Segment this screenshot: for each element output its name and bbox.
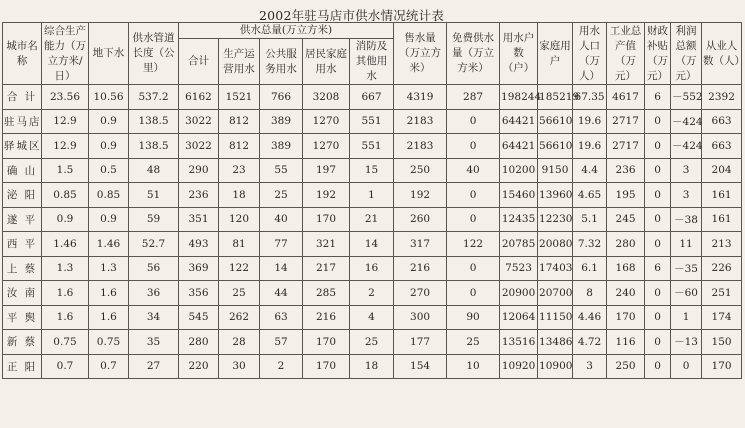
cell-users: 15460 [500,183,538,208]
table-row [3,134,742,159]
cell-production: 23 [219,158,260,183]
table-row [3,183,742,208]
header-profit: 利润总额（万元） [671,23,702,85]
cell-fire: 2 [350,281,394,306]
cell-population: 67.35 [573,85,607,110]
cell-subsidy: 0 [645,305,671,330]
cell-capacity: 23.56 [42,85,89,110]
cell-profit: 3 [671,183,702,208]
cell-household: 170 [303,354,350,379]
cell-city: 新 蔡 [3,330,42,355]
cell-subsidy: 0 [645,232,671,257]
header-subsidy: 财政补贴（万元） [645,23,671,85]
cell-employees: 150 [702,330,742,355]
cell-household-users: 9150 [538,158,573,183]
cell-production: 812 [219,109,260,134]
cell-users: 12064 [500,305,538,330]
cell-sales: 216 [394,256,447,281]
cell-production: 1521 [219,85,260,110]
cell-profit: 3 [671,158,702,183]
cell-capacity: 0.7 [42,354,89,379]
cell-users: 12435 [500,207,538,232]
cell-profit: －38 [671,207,702,232]
cell-capacity: 1.6 [42,281,89,306]
cell-free: 0 [447,109,500,134]
cell-employees: 251 [702,281,742,306]
cell-profit: －60 [671,281,702,306]
cell-free: 25 [447,330,500,355]
table-row [3,305,742,330]
cell-household-users: 12230 [538,207,573,232]
cell-total: 369 [179,256,219,281]
cell-free: 0 [447,134,500,159]
cell-total: 356 [179,281,219,306]
cell-city: 遂 平 [3,207,42,232]
cell-groundwater: 1.6 [89,305,129,330]
cell-profit: －13 [671,330,702,355]
cell-household-users: 13486 [538,330,573,355]
cell-fire: 1 [350,183,394,208]
cell-employees: 161 [702,207,742,232]
cell-production: 18 [219,183,260,208]
cell-output: 170 [607,305,645,330]
table-row [3,256,742,281]
cell-sales: 2183 [394,134,447,159]
cell-subsidy: 0 [645,158,671,183]
cell-total: 3022 [179,134,219,159]
cell-output: 240 [607,281,645,306]
cell-output: 4617 [607,85,645,110]
table-body [3,85,742,379]
cell-subsidy: 0 [645,183,671,208]
cell-total: 545 [179,305,219,330]
cell-pipe: 34 [129,305,179,330]
cell-free: 40 [447,158,500,183]
cell-users: 64421 [500,134,538,159]
cell-city: 确 山 [3,158,42,183]
cell-total: 6162 [179,85,219,110]
table-row [3,207,742,232]
cell-capacity: 12.9 [42,109,89,134]
cell-free: 10 [447,354,500,379]
cell-pipe: 138.5 [129,109,179,134]
cell-city: 正 阳 [3,354,42,379]
cell-capacity: 1.46 [42,232,89,257]
cell-household: 170 [303,330,350,355]
cell-groundwater: 0.85 [89,183,129,208]
cell-public: 25 [260,183,303,208]
cell-capacity: 12.9 [42,134,89,159]
cell-pipe: 35 [129,330,179,355]
header-household-users: 家庭用户 [538,23,573,85]
cell-fire: 4 [350,305,394,330]
cell-output: 236 [607,158,645,183]
cell-sales: 2183 [394,109,447,134]
cell-employees: 170 [702,354,742,379]
cell-public: 389 [260,109,303,134]
cell-pipe: 36 [129,281,179,306]
cell-total: 351 [179,207,219,232]
cell-users: 10200 [500,158,538,183]
cell-household-users: 11150 [538,305,573,330]
cell-profit: 1 [671,305,702,330]
cell-population: 4.72 [573,330,607,355]
cell-subsidy: 6 [645,256,671,281]
cell-public: 14 [260,256,303,281]
cell-users: 198244 [500,85,538,110]
cell-subsidy: 0 [645,109,671,134]
cell-total: 236 [179,183,219,208]
cell-output: 280 [607,232,645,257]
cell-groundwater: 0.9 [89,109,129,134]
cell-users: 20900 [500,281,538,306]
cell-groundwater: 0.9 [89,207,129,232]
cell-public: 766 [260,85,303,110]
cell-free: 0 [447,207,500,232]
cell-groundwater: 10.56 [89,85,129,110]
cell-subsidy: 6 [645,85,671,110]
cell-population: 19.6 [573,134,607,159]
cell-total: 280 [179,330,219,355]
cell-capacity: 0.75 [42,330,89,355]
cell-capacity: 0.9 [42,207,89,232]
cell-household: 1270 [303,109,350,134]
cell-production: 30 [219,354,260,379]
cell-output: 2717 [607,134,645,159]
cell-public: 2 [260,354,303,379]
cell-groundwater: 0.7 [89,354,129,379]
cell-city: 汝 南 [3,281,42,306]
cell-pipe: 59 [129,207,179,232]
cell-free: 122 [447,232,500,257]
cell-population: 7.32 [573,232,607,257]
cell-sales: 4319 [394,85,447,110]
cell-household: 216 [303,305,350,330]
cell-city: 泌 阳 [3,183,42,208]
table-row [3,109,742,134]
cell-population: 4.4 [573,158,607,183]
cell-public: 44 [260,281,303,306]
cell-sales: 177 [394,330,447,355]
header-water-population: 用水人口（万人） [573,23,607,85]
cell-output: 2717 [607,109,645,134]
cell-pipe: 52.7 [129,232,179,257]
cell-sales: 317 [394,232,447,257]
cell-public: 389 [260,134,303,159]
cell-household: 217 [303,256,350,281]
cell-users: 13516 [500,330,538,355]
cell-sales: 192 [394,183,447,208]
cell-subsidy: 0 [645,354,671,379]
cell-fire: 14 [350,232,394,257]
cell-profit: 11 [671,232,702,257]
cell-population: 4.65 [573,183,607,208]
cell-household-users: 10900 [538,354,573,379]
cell-capacity: 0.85 [42,183,89,208]
cell-city: 驻马店 [3,109,42,134]
cell-users: 7523 [500,256,538,281]
cell-employees: 663 [702,109,742,134]
cell-production: 812 [219,134,260,159]
cell-free: 0 [447,256,500,281]
cell-production: 28 [219,330,260,355]
cell-groundwater: 0.9 [89,134,129,159]
cell-population: 19.6 [573,109,607,134]
cell-household: 321 [303,232,350,257]
header-sub-firefighting: 消防及其他用水 [350,39,394,85]
cell-total: 290 [179,158,219,183]
cell-users: 64421 [500,109,538,134]
cell-subsidy: 0 [645,281,671,306]
cell-output: 245 [607,207,645,232]
cell-household-users: 20080 [538,232,573,257]
header-groundwater: 地下水 [89,23,129,85]
header-sub-public: 公共服务用水 [260,39,303,85]
cell-total: 3022 [179,109,219,134]
cell-public: 63 [260,305,303,330]
cell-total: 493 [179,232,219,257]
cell-city: 驿城区 [3,134,42,159]
cell-profit: 0 [671,354,702,379]
cell-fire: 18 [350,354,394,379]
table-row [3,281,742,306]
cell-household: 197 [303,158,350,183]
cell-subsidy: 0 [645,330,671,355]
cell-production: 81 [219,232,260,257]
header-sub-total: 合计 [179,39,219,85]
cell-profit: －552 [671,85,702,110]
cell-city: 上 蔡 [3,256,42,281]
header-pipe-length: 供水管道长度（公里） [129,23,179,85]
cell-subsidy: 0 [645,134,671,159]
cell-public: 77 [260,232,303,257]
cell-population: 6.1 [573,256,607,281]
cell-free: 0 [447,281,500,306]
cell-fire: 551 [350,109,394,134]
cell-production: 262 [219,305,260,330]
header-industrial-output: 工业总产值（万元） [607,23,645,85]
cell-fire: 25 [350,330,394,355]
cell-groundwater: 1.46 [89,232,129,257]
cell-household: 192 [303,183,350,208]
cell-output: 250 [607,354,645,379]
cell-sales: 300 [394,305,447,330]
cell-pipe: 27 [129,354,179,379]
cell-fire: 21 [350,207,394,232]
cell-employees: 161 [702,183,742,208]
cell-output: 116 [607,330,645,355]
cell-city: 西 平 [3,232,42,257]
cell-fire: 667 [350,85,394,110]
header-capacity: 综合生产能力（万立方米/日） [42,23,89,85]
cell-pipe: 48 [129,158,179,183]
cell-production: 25 [219,281,260,306]
cell-capacity: 1.6 [42,305,89,330]
cell-output: 168 [607,256,645,281]
cell-household-users: 17403 [538,256,573,281]
cell-sales: 154 [394,354,447,379]
cell-household-users: 185219 [538,85,573,110]
cell-public: 55 [260,158,303,183]
cell-fire: 16 [350,256,394,281]
cell-capacity: 1.5 [42,158,89,183]
cell-employees: 204 [702,158,742,183]
cell-household: 170 [303,207,350,232]
cell-output: 195 [607,183,645,208]
cell-household-users: 13960 [538,183,573,208]
cell-employees: 213 [702,232,742,257]
table-row [3,330,742,355]
cell-population: 3 [573,354,607,379]
cell-total: 220 [179,354,219,379]
cell-household-users: 56610 [538,109,573,134]
cell-employees: 663 [702,134,742,159]
cell-free: 0 [447,183,500,208]
header-sub-production: 生产运营用水 [219,39,260,85]
cell-city: 平 舆 [3,305,42,330]
cell-users: 20785 [500,232,538,257]
cell-free: 90 [447,305,500,330]
cell-employees: 226 [702,256,742,281]
cell-fire: 551 [350,134,394,159]
cell-groundwater: 0.75 [89,330,129,355]
cell-groundwater: 1.6 [89,281,129,306]
cell-household: 1270 [303,134,350,159]
cell-household-users: 56610 [538,134,573,159]
header-employees: 从业人数（人） [702,23,742,85]
table-row [3,354,742,379]
cell-population: 4.46 [573,305,607,330]
table-title: 2002年驻马店市供水情况统计表 [258,8,444,23]
cell-sales: 250 [394,158,447,183]
cell-groundwater: 1.3 [89,256,129,281]
cell-users: 10920 [500,354,538,379]
cell-pipe: 56 [129,256,179,281]
water-supply-table [2,22,745,379]
cell-free: 287 [447,85,500,110]
cell-household-users: 20700 [538,281,573,306]
cell-sales: 260 [394,207,447,232]
table-row [3,158,742,183]
cell-public: 57 [260,330,303,355]
cell-profit: －35 [671,256,702,281]
cell-employees: 174 [702,305,742,330]
header-water-users: 用水户数（户） [500,23,538,85]
header-free-supply: 免费供水量（万立方米） [447,23,500,85]
header-total-supply: 供水总量(万立方米) [179,23,394,39]
cell-household: 3208 [303,85,350,110]
cell-pipe: 138.5 [129,134,179,159]
header-sales: 售水量（万立方米） [394,23,447,85]
cell-public: 40 [260,207,303,232]
header-sub-household: 居民家庭用水 [303,39,350,85]
header-city: 城市名称 [3,23,42,85]
cell-capacity: 1.3 [42,256,89,281]
cell-population: 8 [573,281,607,306]
cell-pipe: 537.2 [129,85,179,110]
cell-profit: －424 [671,109,702,134]
cell-employees: 2392 [702,85,742,110]
table-row [3,232,742,257]
cell-groundwater: 0.5 [89,158,129,183]
cell-production: 122 [219,256,260,281]
cell-subsidy: 0 [645,207,671,232]
cell-city: 合 计 [3,85,42,110]
cell-profit: －424 [671,134,702,159]
cell-sales: 270 [394,281,447,306]
cell-household: 285 [303,281,350,306]
cell-fire: 15 [350,158,394,183]
cell-population: 5.1 [573,207,607,232]
cell-pipe: 51 [129,183,179,208]
cell-production: 120 [219,207,260,232]
table-row [3,85,742,110]
